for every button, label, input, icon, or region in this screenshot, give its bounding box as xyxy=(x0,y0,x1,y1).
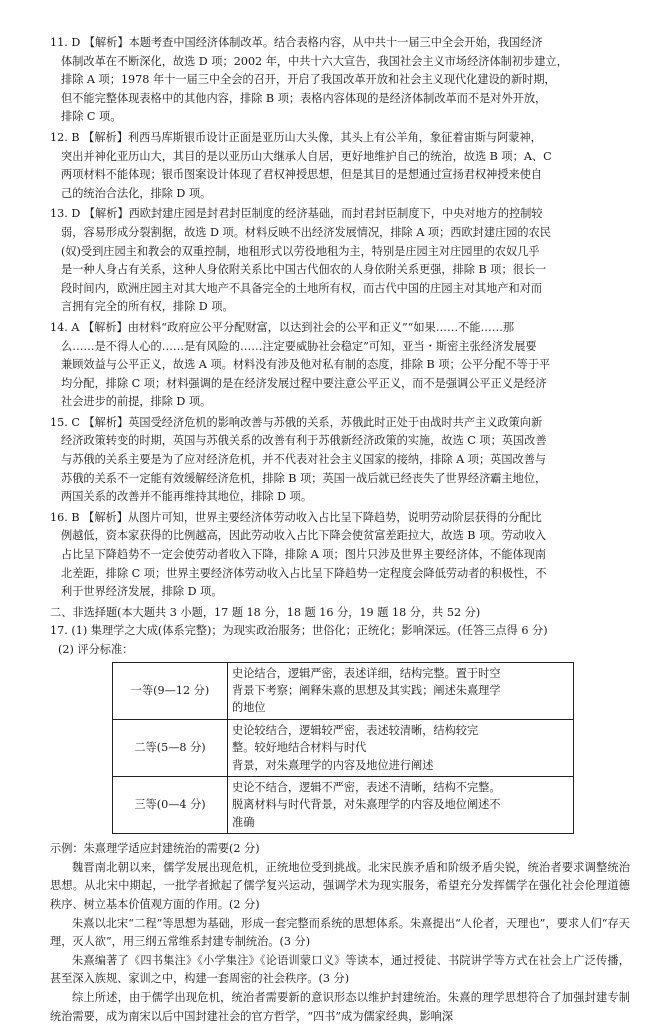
grade-desc-line: 的地位 xyxy=(232,701,266,715)
grade-desc-line: 史论不结合，逻辑不严密，表述不清晰，结构不完整。 xyxy=(232,781,501,795)
answer-line: 体制改革在不断深化，故选 D 项；2002 年，中共十六大宣告，我国社会主义市场经济体制初步建立， xyxy=(61,54,568,68)
grade-description xyxy=(228,719,574,776)
grade-level: 一等(9—12 分) xyxy=(113,662,228,719)
para-line: 魏晋南北朝以来，儒学发展出现危机，正统地位受到挑战。北宋民族矛盾和阶级矛盾尖锐，统治 xyxy=(72,860,551,874)
answer-lead: 13. D 【解析】西欧封建庄园是封君封臣制度的经济基础，而封君封臣制度下，中央对地方的控制较 xyxy=(50,207,543,221)
answer-line: (奴)受到庄园主和教会的双重控制，地租形式以劳役地租为主，特别是庄园主对庄园里的农奴几乎 xyxy=(61,244,540,258)
answer-line: 社会进步的前提，排除 D 项。 xyxy=(61,395,212,409)
grade-desc-line: 背景下考察；阐释朱熹的思想及其实践；阐述朱熹理学 xyxy=(232,684,501,697)
para-line: 综上所述，由于儒学出现危机，统治者需要新的意识形态以维护封建统治。朱熹的理学思想符合 xyxy=(72,991,551,1004)
grade-description xyxy=(228,777,574,834)
answer-lead: 16. B 【解析】从图片可知，世界主要经济体劳动收入占比呈下降趋势，说明劳动阶层获得的分配比 xyxy=(50,510,542,524)
answer-line: 两项材料不能体现；银币图案设计体现了君权神授思想，但是其目的是想通过宣扬君权神授来使自 xyxy=(61,168,543,182)
grade-desc-line: 整。较好地结合材料与时代 xyxy=(232,741,367,755)
answer-line: 利于世界经济发展，排除 D 项。 xyxy=(61,585,223,599)
table-row xyxy=(113,662,574,719)
grade-level: 三等(0—4 分) xyxy=(113,777,228,834)
answer-line: 两国关系的改善并不能再维持其地位，排除 D 项。 xyxy=(61,490,313,504)
answer-line: 北差距，排除 C 项；世界主要经济体劳动收入占比呈下降趋势一定程度会降低劳动者的积极性，不 xyxy=(61,566,547,580)
table-row xyxy=(113,719,574,776)
grade-description xyxy=(228,662,574,719)
section-heading: 二、非选择题(本大题共 3 小题，17 题 18 分，18 题 16 分，19 题 18 分，共 52 分) xyxy=(50,605,481,619)
answer-line: 但不能完整体现表格中的其他内容，排除 B 项；表格内容体现的是经济体制改革而不是对外开放， xyxy=(61,91,547,105)
example-heading: 示例：朱熹理学适应封建统治的需要(2 分) xyxy=(50,842,260,856)
para-line: 了加强封建专制统治需要，成为南宋以后中国封建社会的官方哲学，“四书”成为儒家经典，影响深 xyxy=(50,991,630,1023)
para-line: 朱熹以北宋“二程”等思想为基础，形成一套完整而系统的思想体系。朱熹提出“人伦者，天理 xyxy=(72,916,529,930)
grade-desc-line: 准确 xyxy=(232,815,255,829)
answer-line: 么……是不得人心的……是有风险的……注定要威胁社会稳定”可知，亚当・斯密主张经济发展要 xyxy=(61,339,537,353)
example-paragraph xyxy=(50,859,630,915)
answer-list xyxy=(50,34,630,602)
answer-item xyxy=(50,319,630,412)
answer-line: 与苏俄的关系主要是为了应对经济危机，并不代表对社会主义国家的接纳，排除 A 项；英国改善与 xyxy=(61,453,547,467)
answer-line: 排除 C 项。 xyxy=(61,110,122,124)
answer-line: 段时间内，欧洲庄园主对其大地产不具备完全的土地所有权，而古代中国的庄园主对其地产和对而 xyxy=(61,281,543,295)
answer-line: 是一种人身占有关系，这种人身依附关系比中国古代佃农的人身依附关系更强，排除 B 项；很长一 xyxy=(61,263,547,277)
grading-table xyxy=(112,662,574,835)
answer-lead: 11. D 【解析】本题考查中国经济体制改革。结合表格内容，从中共十一届三中全会开始，我国经济 xyxy=(50,36,543,49)
example-paragraph xyxy=(50,915,630,952)
answer-line: 排除 A 项；1978 年十一届三中全会的召开，开启了我国改革开放和社会主义现代化建设的新时期， xyxy=(61,73,556,87)
para-line: 充分发挥儒学在强化社会伦理道德秩序、树立基本价值观方面的作用。(2 分) xyxy=(50,879,630,912)
grade-desc-line: 史论较结合，逻辑较严密，表述较清晰，结构较完 xyxy=(232,723,479,737)
grade-desc-line: 史论结合，逻辑严密，表述详细，结构完整。置于时空 xyxy=(232,666,501,680)
answer-line: 经济政策转变的时期，英国与苏俄关系的改善有利于苏俄新经济政策的实施，故选 C 项；英国改善 xyxy=(61,434,547,448)
answer-item xyxy=(50,509,630,602)
example-body xyxy=(50,859,630,1026)
answer-item xyxy=(50,129,630,203)
answer-lead: 14. A 【解析】由材料“政府应公平分配财富，以达到社会的公平和正义”“如果……不能……那 xyxy=(50,320,515,334)
q17-part1: 17. (1) 集理学之大成(体系完整)；为现实政治服务；世俗化；正统化；影响深远。(任答三点得 6 分) xyxy=(50,624,548,638)
example-paragraph xyxy=(50,989,630,1026)
answer-line: 弱，容易形成分裂割据，故选 D 项。材料反映不出经济发展情况，排除 A 项；西欧封建庄园的农民 xyxy=(61,225,551,239)
grade-desc-line: 背景，对朱熹理学的内容及地位进行阐述 xyxy=(232,758,434,772)
para-line: 也”，要求人们“存天理，灭人欲”，用三纲五常维系封建专制统治。(3 分) xyxy=(50,916,630,949)
answer-line: 突出并神化亚历山大，其目的是以亚历山大继承人自居，更好地维护自己的统治，故选 B 项；A、C xyxy=(61,149,552,163)
para-line: 者要求调整统治思想。从北宋中期起，一批学者掀起了儒学复兴运动，强调学术为现实服务，希望 xyxy=(50,860,630,893)
answer-lead: 15. C 【解析】英国受经济危机的影响改善与苏俄的关系，苏俄此时正处于由战时共产主义政策向新 xyxy=(50,415,543,429)
para-line: 会上广泛传播，甚至深入族规、家训之中，构建一套周密的社会秩序。(3 分) xyxy=(50,953,630,986)
para-line: 朱熹编著了《四书集注》《小学集注》《论语训蒙口义》等读本，通过授徒、书院讲学等方式在社 xyxy=(72,953,551,967)
answer-line: 例越低，资本家获得的比例越高，因此劳动收入占比下降会使贫富差距拉大，故选 B 项。劳动收入 xyxy=(61,529,547,543)
answer-line: 兼顾效益与公平正义，故选 A 项。材料没有涉及他对私有制的态度，排除 B 项；公平分配不等于平 xyxy=(61,358,551,372)
answer-line: 苏俄的关系不一定能有效缓解经济危机，排除 B 项；英国一战后就已经丧失了世界经济霸主地位， xyxy=(61,471,547,485)
table-row xyxy=(113,777,574,834)
answer-item xyxy=(50,414,630,507)
answer-line: 均分配，排除 C 项；材料强调的是在经济发展过程中要注意公平正义，而不是强调公平正义是经济 xyxy=(61,376,547,390)
answer-line: 己的统治合法化，排除 D 项。 xyxy=(61,186,212,200)
answer-line: 占比呈下降趋势不一定会使劳动者收入下降，排除 A 项；图片只涉及世界主要经济体，不能体现南 xyxy=(61,548,547,562)
answer-lead: 12. B 【解析】利西马库斯银币设计正面是亚历山大头像，其头上有公羊角，象征着宙斯与阿蒙神， xyxy=(50,130,542,144)
grade-level: 二等(5—8 分) xyxy=(113,719,228,776)
answer-line: 言拥有完全的所有权，排除 D 项。 xyxy=(61,300,234,314)
grade-desc-line: 脱离材料与时代背景，对朱熹理学的内容及地位阐述不 xyxy=(232,798,501,812)
answer-item xyxy=(50,205,630,317)
answer-item xyxy=(50,34,630,127)
q17-part2-heading: (2) 评分标准： xyxy=(58,643,134,656)
example-paragraph xyxy=(50,952,630,989)
